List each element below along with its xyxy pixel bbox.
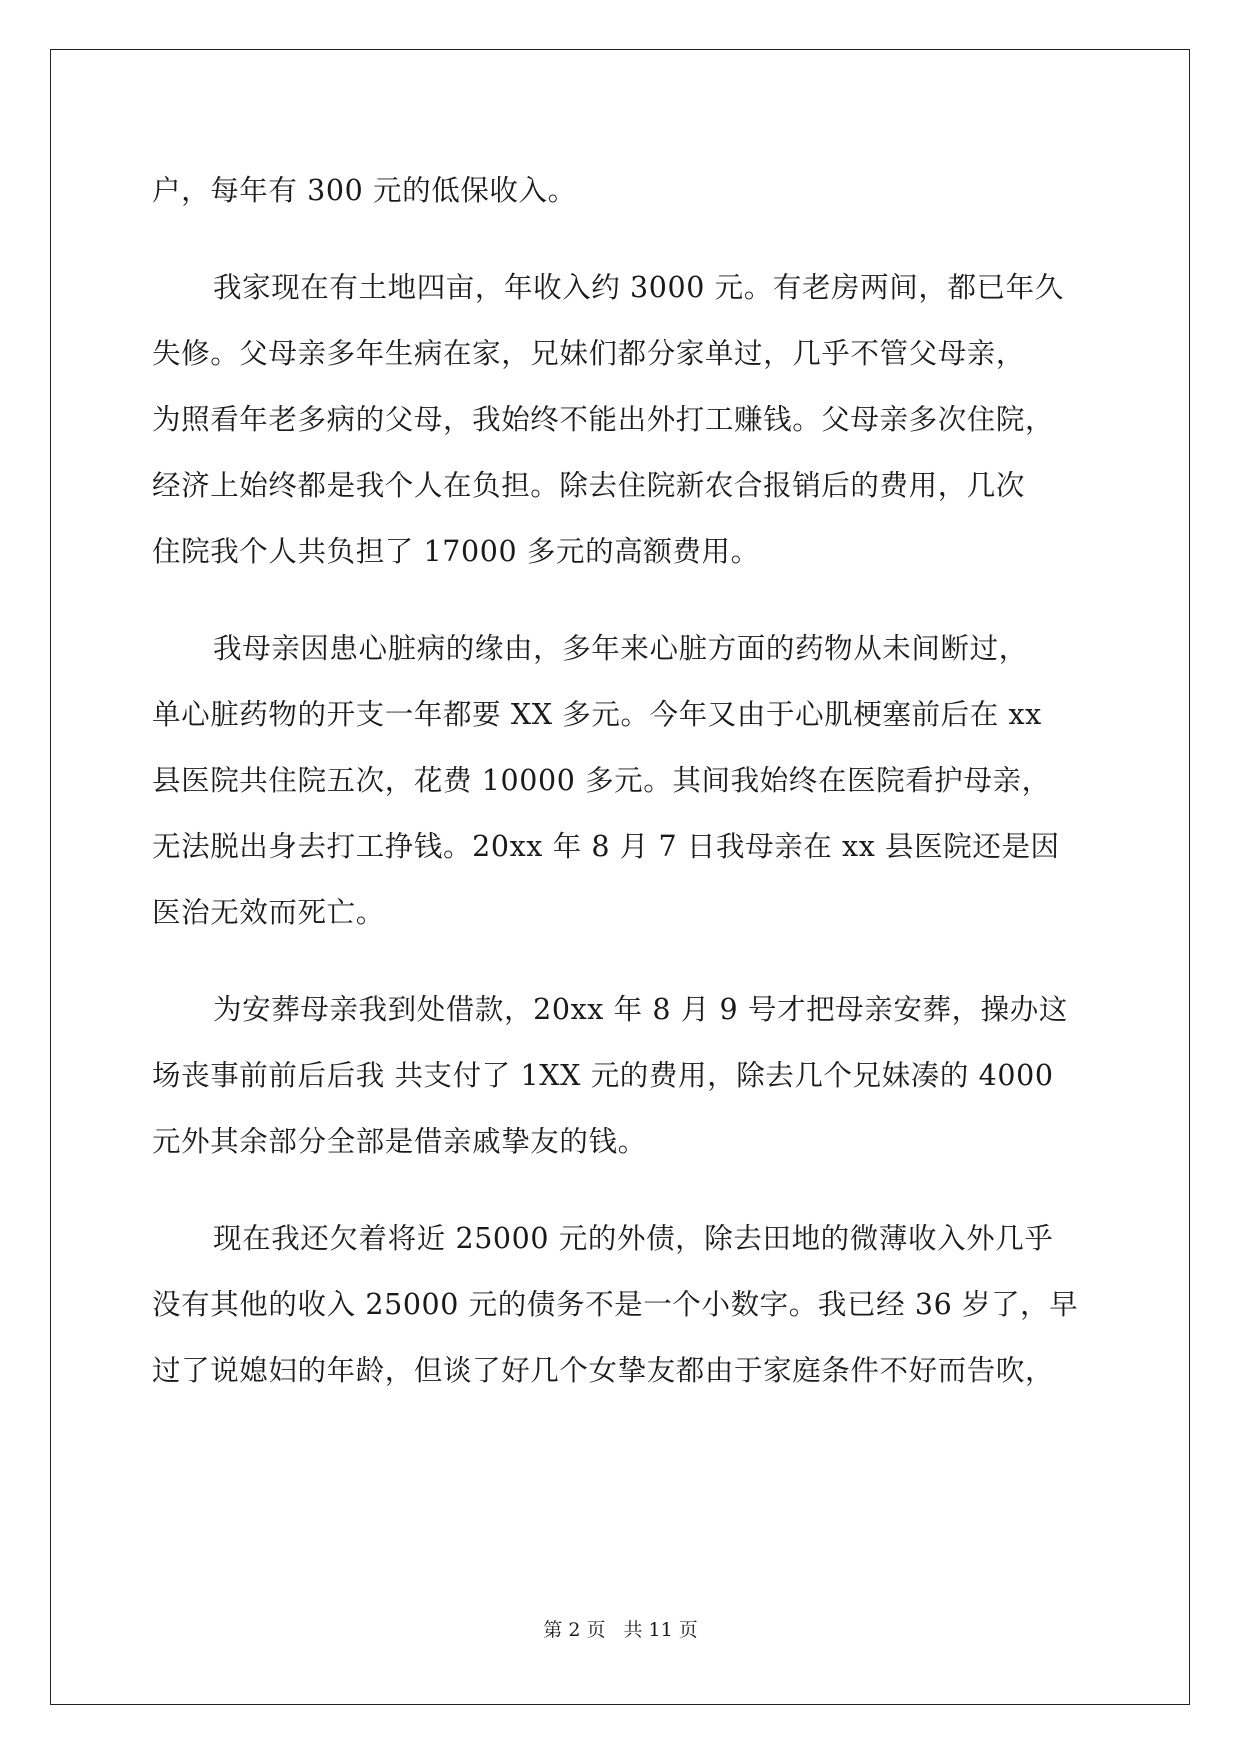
text-line: 场丧事前前后后我 共支付了 1XX 元的费用，除去几个兄妹凑的 4000 (152, 1059, 1054, 1092)
text-line: 医治无效而死亡。 (152, 896, 385, 929)
text-line: 我母亲因患心脏病的缘由，多年来心脏方面的药物从未间断过， (213, 632, 1028, 665)
text-line: 我家现在有土地四亩，年收入约 3000 元。有老房两间，都已年久 (213, 271, 1064, 304)
document-body (152, 158, 1112, 1404)
text-line: 为照看年老多病的父母，我始终不能出外打工赚钱。父母亲多次住院， (152, 403, 1055, 436)
text-line: 住院我个人共负担了 17000 多元的高额费用。 (152, 535, 760, 568)
text-line: 经济上始终都是我个人在负担。除去住院新农合报销后的费用，几次 (152, 469, 1026, 502)
text-line: 户，每年有 300 元的低保收入。 (152, 174, 577, 207)
page-number-current: 第 2 页 (543, 1619, 606, 1641)
text-line: 县医院共住院五次，花费 10000 多元。其间我始终在医院看护母亲， (152, 764, 1051, 797)
paragraph (152, 255, 1112, 585)
page-footer (0, 1618, 1241, 1642)
paragraph (152, 1206, 1112, 1404)
paragraph (152, 158, 1112, 224)
text-line: 失修。父母亲多年生病在家，兄妹们都分家单过，几乎不管父母亲， (152, 337, 1026, 370)
page-number-total: 共 11 页 (623, 1619, 698, 1641)
text-line: 过了说媳妇的年龄，但谈了好几个女挚友都由于家庭条件不好而告吹， (152, 1354, 1055, 1387)
text-line: 为安葬母亲我到处借款，20xx 年 8 月 9 号才把母亲安葬，操办这 (213, 993, 1068, 1026)
text-line: 现在我还欠着将近 25000 元的外债，除去田地的微薄收入外几乎 (213, 1222, 1054, 1255)
paragraph (152, 616, 1112, 946)
text-line: 没有其他的收入 25000 元的债务不是一个小数字。我已经 36 岁了，早 (152, 1288, 1079, 1321)
text-line: 元外其余部分全部是借亲戚挚友的钱。 (152, 1125, 647, 1158)
text-line: 单心脏药物的开支一年都要 XX 多元。今年又由于心肌梗塞前后在 xx (152, 698, 1042, 731)
paragraph (152, 977, 1112, 1175)
text-line: 无法脱出身去打工挣钱。20xx 年 8 月 7 日我母亲在 xx 县医院还是因 (152, 830, 1060, 863)
